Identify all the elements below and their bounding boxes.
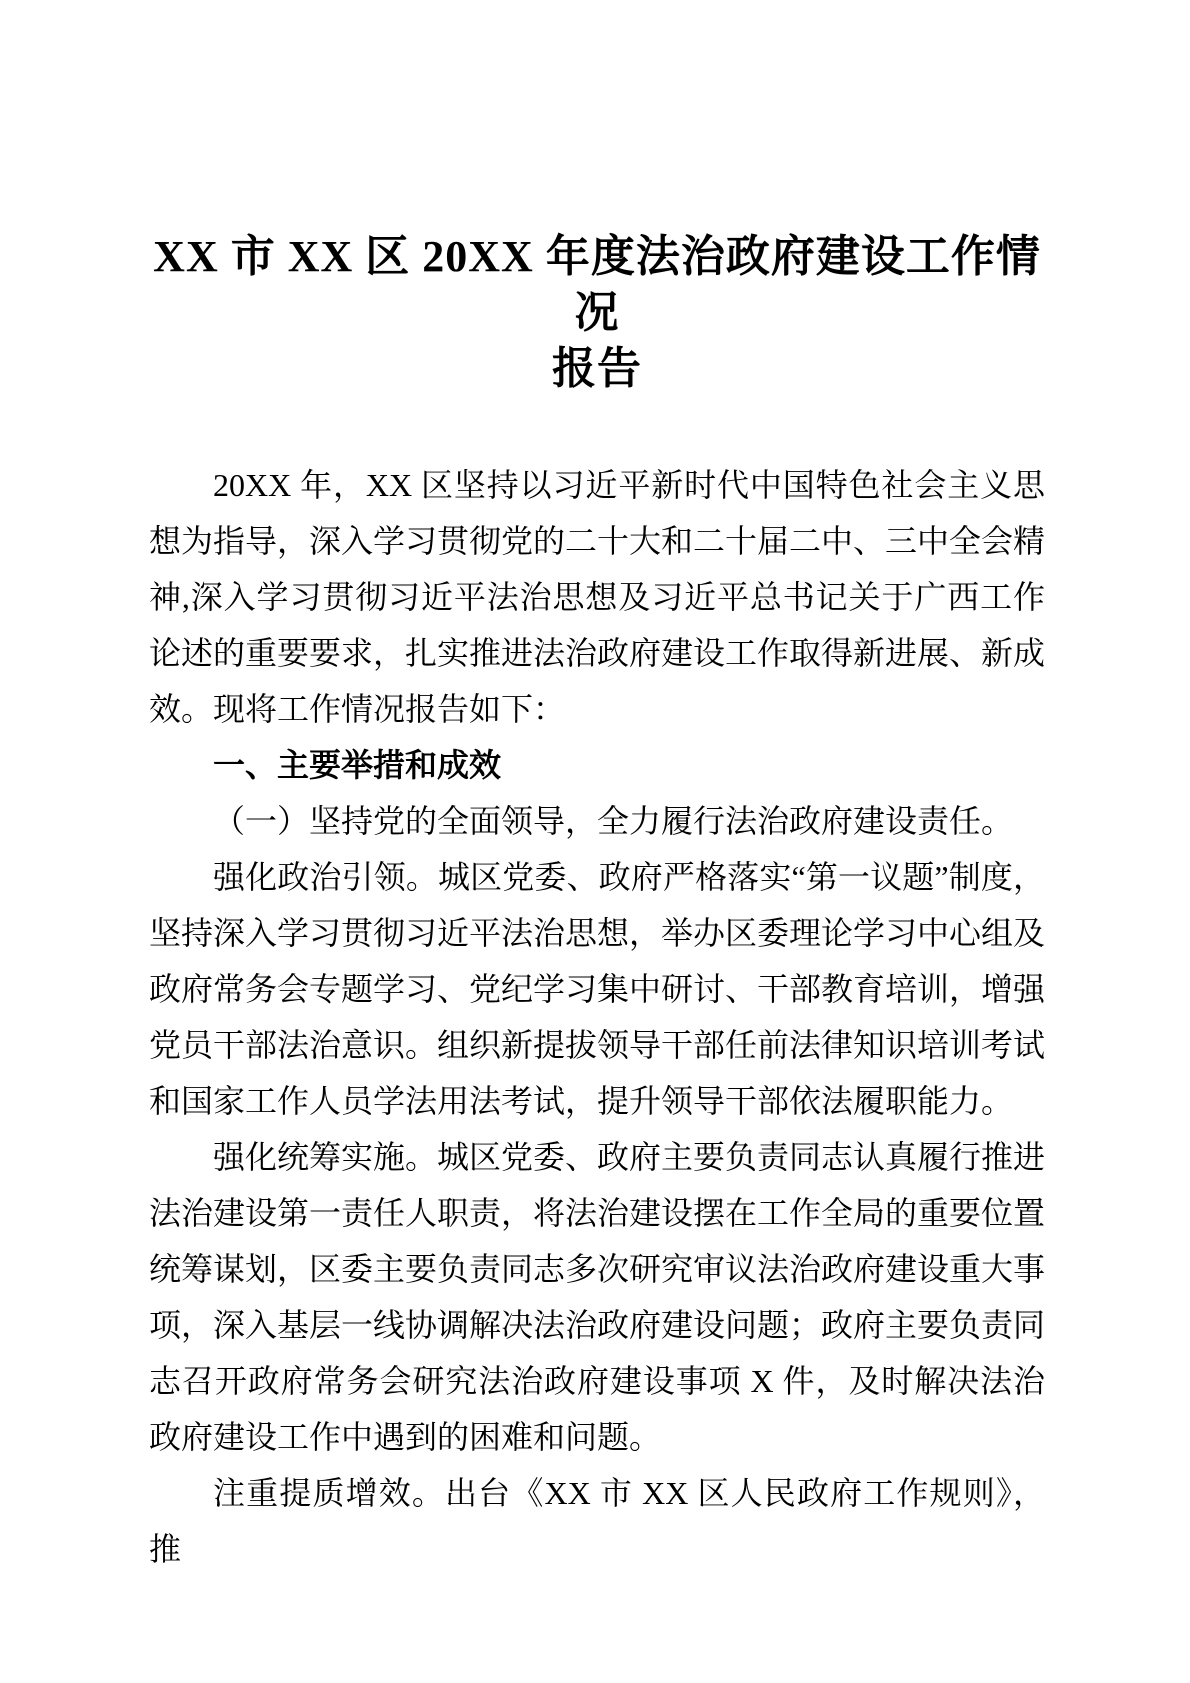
document-content bbox=[149, 229, 1045, 1577]
document-title bbox=[149, 229, 1045, 397]
paragraph-political-guidance: 强化政治引领。城区党委、政府严格落实“第一议题”制度，坚持深入学习贯彻习近平法治思想，举办区委理论学习中心组及政府常务会专题学习、党纪学习集中研讨、干部教育培训，增强党员干部法治意识。组织新提拔领导干部任前法律知识培训考试和国家工作人员学法用法考试，提升领导干部依法履职能力。 bbox=[149, 859, 1046, 1119]
section-heading-1: 一、主要举措和成效 bbox=[213, 747, 502, 783]
paragraph-overall-implementation: 强化统筹实施。城区党委、政府主要负责同志认真履行推进法治建设第一责任人职责，将法治建设摆在工作全局的重要位置统筹谋划，区委主要负责同志多次研究审议法治政府建设重大事项，深入基层一线协调解决法治政府建设问题；政府主要负责同志召开政府常务会研究法治政府建设事项 X 件，及时解决法治政府建设工作中遇到的困难和问题。 bbox=[149, 1139, 1046, 1455]
title-line-2: 报告 bbox=[552, 344, 642, 393]
title-line-1: XX 市 XX 区 20XX 年度法治政府建设工作情况 bbox=[153, 232, 1041, 337]
document-body bbox=[149, 457, 1045, 1577]
paragraph-quality-improvement: 注重提质增效。出台《XX 市 XX 区人民政府工作规则》，推 bbox=[149, 1475, 1045, 1567]
paragraph-subheading-1: （一）坚持党的全面领导，全力履行法治政府建设责任。 bbox=[213, 803, 1014, 839]
paragraph-intro: 20XX 年，XX 区坚持以习近平新时代中国特色社会主义思想为指导，深入学习贯彻党的二十大和二十届二中、三中全会精神,深入学习贯彻习近平法治思想及习近平总书记关于广西工作论述的重要要求，扎实推进法治政府建设工作取得新进展、新成效。现将工作情况报告如下： bbox=[149, 467, 1046, 727]
